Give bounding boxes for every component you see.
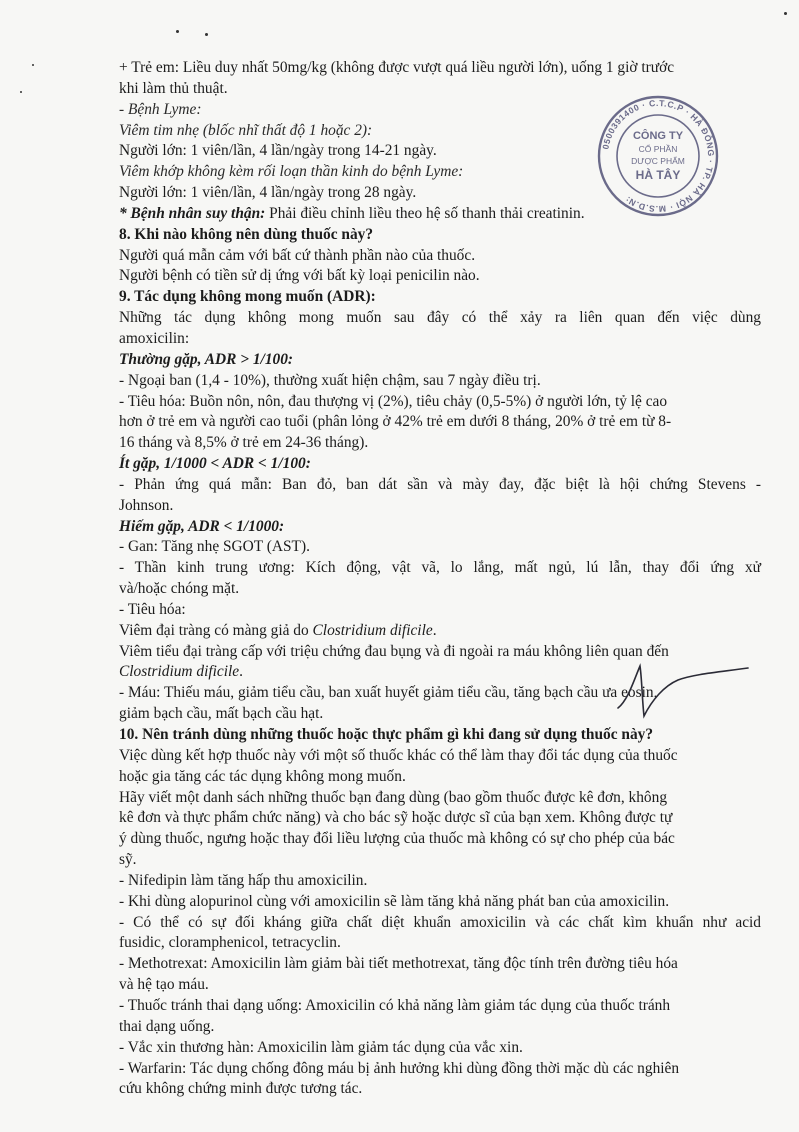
text-line: Viêm tiểu đại tràng cấp với triệu chứng đau bụng và đi ngoài ra máu không liên quan đến bbox=[119, 642, 669, 660]
text-line: - Thần kinh trung ương: Kích động, vật vã, lo lắng, mất ngủ, lú lẫn, thay đổi ứng xử bbox=[119, 559, 761, 577]
section-heading-8: 8. Khi nào không nên dùng thuốc này? bbox=[119, 225, 374, 243]
text-line: - Tiêu hóa: bbox=[119, 600, 186, 618]
text-line: - Warfarin: Tác dụng chống đông máu bị ảnh hưởng khi dùng đồng thời mặc dù các nghiên bbox=[119, 1059, 680, 1077]
text-line: ý dùng thuốc, ngưng hoặc thay đổi liều lượng của thuốc mà không có sự cho phép của bác bbox=[119, 830, 675, 848]
stamp-line-2: CỔ PHẦN bbox=[638, 144, 678, 154]
company-stamp bbox=[596, 94, 720, 218]
section-heading-9: 9. Tác dụng không mong muốn (ADR): bbox=[119, 288, 376, 306]
text-line: sỹ. bbox=[119, 851, 137, 869]
subheading-rare: Hiếm gặp, ADR < 1/1000: bbox=[119, 517, 285, 535]
text-line: hơn ở trẻ em và người cao tuổi (phân lỏng ở 42% trẻ em dưới 8 tháng, 20% ở trẻ em từ 8- bbox=[119, 413, 672, 431]
text-line: Người quá mẫn cảm với bất cứ thành phần nào của thuốc. bbox=[119, 246, 476, 264]
text-line: 16 tháng và 8,5% ở trẻ em 24-36 tháng). bbox=[119, 434, 369, 452]
stamp-line-3: DƯỢC PHẨM bbox=[631, 156, 685, 166]
text-line: Những tác dụng không mong muốn sau đây có thể xảy ra liên quan đến việc dùng bbox=[119, 309, 761, 327]
text-line: giảm bạch cầu, mất bạch cầu hạt. bbox=[119, 705, 324, 723]
text-line bbox=[119, 621, 761, 642]
text-line: Viêm khớp không kèm rối loạn thần kinh do bệnh Lyme: bbox=[119, 163, 464, 181]
species-name: Clostridium dificile bbox=[119, 663, 240, 681]
text-span: Viêm đại tràng có màng giả do bbox=[119, 621, 313, 639]
text-line: kê đơn và thực phẩm chức năng) và cho bác sỹ hoặc dược sĩ của bạn xem. Không được tự bbox=[119, 809, 673, 827]
text-line: Người lớn: 1 viên/lần, 4 lần/ngày trong 28 ngày. bbox=[119, 184, 417, 202]
text-line: Johnson. bbox=[119, 496, 174, 514]
scan-speck bbox=[176, 30, 179, 33]
text-line: - Có thể có sự đối kháng giữa chất diệt khuẩn amoxicilin và các chất kìm khuẩn như acid bbox=[119, 913, 761, 931]
subheading-uncommon: Ít gặp, 1/1000 < ADR < 1/100: bbox=[119, 455, 311, 473]
section-heading-10: 10. Nên tránh dùng những thuốc hoặc thực phẩm gì khi đang sử dụng thuốc này? bbox=[119, 726, 654, 743]
scan-speck bbox=[784, 12, 787, 15]
text-line: - Nifedipin làm tăng hấp thu amoxicilin. bbox=[119, 871, 368, 889]
subheading-common: Thường gặp, ADR > 1/100: bbox=[119, 350, 294, 368]
text-line: - Máu: Thiếu máu, giảm tiểu cầu, ban xuất huyết giảm tiểu cầu, tăng bạch cầu ưa eosin, bbox=[119, 684, 658, 702]
text-line: Viêm tim nhẹ (blốc nhĩ thất độ 1 hoặc 2): bbox=[119, 121, 373, 139]
text-line: amoxicilin: bbox=[119, 329, 190, 347]
stamp-line-4: HÀ TÂY bbox=[635, 168, 681, 182]
scan-speck bbox=[205, 33, 208, 36]
text-line: khi làm thủ thuật. bbox=[119, 79, 228, 97]
text-line: hoặc gia tăng các tác dụng không mong muốn. bbox=[119, 767, 406, 785]
renal-heading: * Bệnh nhân suy thận: bbox=[119, 204, 266, 222]
text-span: . bbox=[432, 621, 437, 639]
text-span: . bbox=[239, 663, 243, 681]
renal-text: Phải điều chỉnh liều theo hệ số thanh thải creatinin. bbox=[265, 204, 585, 222]
stamp-line-1: CÔNG TY bbox=[632, 130, 684, 142]
text-line: Hãy viết một danh sách những thuốc bạn đang dùng (bao gồm thuốc được kê đơn, không bbox=[119, 788, 668, 806]
scan-speck bbox=[32, 64, 34, 66]
text-line: và hệ tạo máu. bbox=[119, 976, 209, 994]
text-line: - Methotrexat: Amoxicilin làm giảm bài tiết methotrexat, tăng độc tính trên đường tiêu hóa bbox=[119, 955, 678, 973]
text-line: cứu không chứng minh được tương tác. bbox=[119, 1080, 363, 1098]
text-line: Người lớn: 1 viên/lần, 4 lần/ngày trong 14-21 ngày. bbox=[119, 142, 437, 160]
text-line: và/hoặc chóng mặt. bbox=[119, 580, 240, 598]
text-line: - Vắc xin thương hàn: Amoxicilin làm giảm tác dụng của vắc xin. bbox=[119, 1038, 523, 1056]
text-line: - Ngoại ban (1,4 - 10%), thường xuất hiện chậm, sau 7 ngày điều trị. bbox=[119, 371, 541, 389]
text-line: thai dạng uống. bbox=[119, 1017, 215, 1035]
text-line: - Khi dùng alopurinol cùng với amoxicilin sẽ làm tăng khả năng phát ban của amoxicilin. bbox=[119, 892, 670, 910]
signature-mark bbox=[612, 660, 752, 720]
text-line: - Gan: Tăng nhẹ SGOT (AST). bbox=[119, 538, 310, 556]
text-line: fusidic, cloramphenicol, tetracyclin. bbox=[119, 934, 341, 952]
text-line: Người bệnh có tiền sử dị ứng với bất kỳ loại penicilin nào. bbox=[119, 267, 480, 285]
text-line: Việc dùng kết hợp thuốc này với một số thuốc khác có thể làm thay đổi tác dụng của thuốc bbox=[119, 746, 678, 764]
text-line: - Phản ứng quá mẫn: Ban đỏ, ban dát sần và mày đay, đặc biệt là hội chứng Stevens - bbox=[119, 475, 761, 493]
stamp-ring-text: 0500391400 · C.T.C.P · HÀ ĐÔNG · TP. HÀ NỘI · M.S.D.N: bbox=[600, 97, 717, 215]
text-line: + Trẻ em: Liều duy nhất 50mg/kg (không được vượt quá liều người lớn), uống 1 giờ trước bbox=[119, 59, 675, 76]
text-line: - Thuốc tránh thai dạng uống: Amoxicilin có khả năng làm giảm tác dụng của thuốc tránh bbox=[119, 996, 671, 1014]
text-line: - Bệnh Lyme: bbox=[119, 100, 202, 118]
scan-speck bbox=[20, 91, 22, 93]
text-line: - Tiêu hóa: Buồn nôn, nôn, đau thượng vị (2%), tiêu chảy (0,5-5%) ở người lớn, tỷ lệ cao bbox=[119, 392, 668, 410]
species-name: Clostridium dificile bbox=[312, 621, 433, 639]
